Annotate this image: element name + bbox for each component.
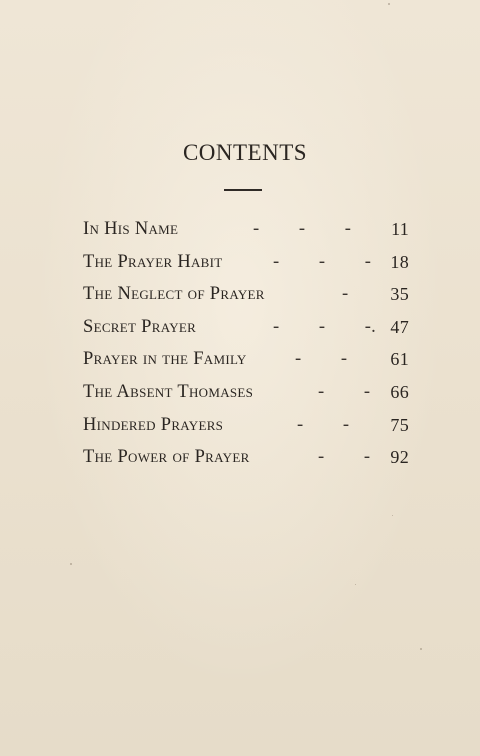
toc-entry-page: 11 [391, 219, 409, 239]
toc-entry-page: 61 [390, 349, 409, 370]
toc-entry-leader: - - [297, 414, 350, 435]
toc-entry-title: The Power of Prayer [83, 447, 250, 468]
paper-speck [70, 563, 72, 565]
toc-entry-title: The Neglect of Prayer [83, 284, 265, 305]
toc-entry[interactable] [83, 447, 409, 480]
toc-entry-page: 92 [390, 447, 409, 468]
toc-entry[interactable] [83, 415, 409, 448]
paper-speck [388, 3, 390, 5]
toc-entry-title: Hindered Prayers [83, 414, 224, 435]
toc-entry-leader: - [342, 284, 349, 305]
toc-entry[interactable] [83, 317, 409, 350]
toc-entry-title: Prayer in the Family [83, 349, 247, 370]
contents-heading: CONTENTS [182, 140, 308, 165]
toc-entry-leader: - - [295, 349, 348, 370]
toc-entry[interactable] [83, 219, 409, 252]
toc-entry-leader: - - [318, 447, 371, 468]
paper-speck [392, 515, 393, 516]
toc-entry-title: In His Name [83, 219, 179, 239]
toc-entry-page: 18 [390, 251, 409, 272]
toc-entry-leader: - - - [273, 251, 372, 272]
toc-entry-page: 35 [390, 284, 409, 305]
toc-entry[interactable] [83, 284, 409, 317]
toc-entry[interactable] [83, 349, 409, 382]
paper-speck [420, 648, 422, 650]
toc-entry-leader: - - - [253, 219, 352, 239]
toc-entry-title: The Absent Thomases [83, 381, 254, 402]
paper-speck [355, 584, 356, 585]
toc-entry[interactable] [83, 382, 409, 415]
toc-entry-page: 47 [390, 316, 409, 337]
table-of-contents [83, 219, 409, 480]
toc-entry-title: Secret Prayer [83, 316, 197, 337]
toc-entry-title: The Prayer Habit [83, 251, 223, 272]
toc-entry-leader: - - -. [273, 316, 377, 337]
toc-entry[interactable] [83, 252, 409, 285]
toc-entry-page: 75 [390, 414, 409, 435]
toc-entry-leader: - - [318, 381, 371, 402]
heading-rule [224, 189, 262, 191]
toc-entry-page: 66 [390, 381, 409, 402]
